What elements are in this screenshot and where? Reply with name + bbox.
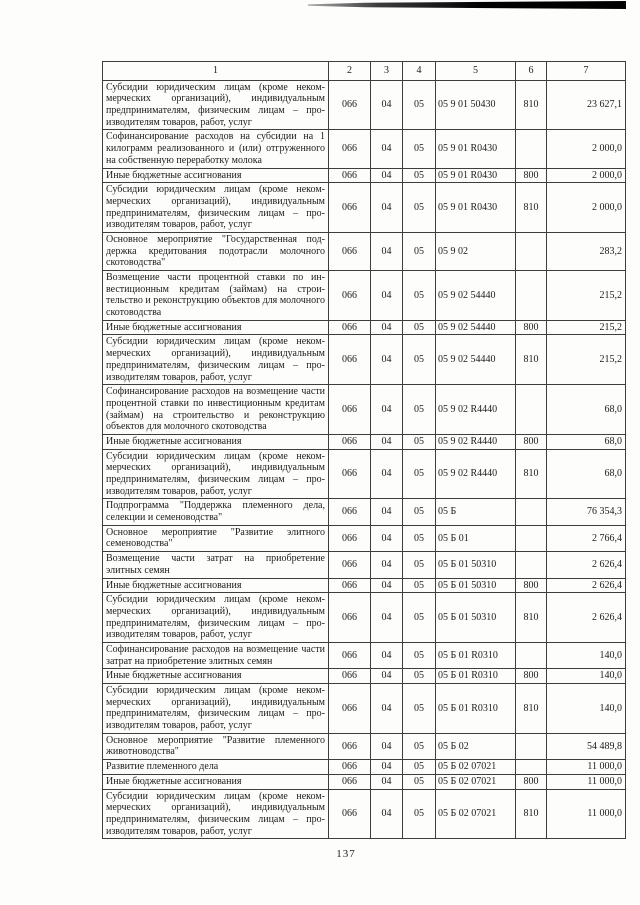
- cell-csr: 05 Б 01 R0310: [436, 669, 516, 684]
- cell-pr: 05: [403, 232, 436, 270]
- cell-amount: 23 627,1: [547, 80, 626, 130]
- cell-pr: 05: [403, 385, 436, 435]
- cell-grbs: 066: [329, 525, 371, 551]
- cell-amount: 68,0: [547, 449, 626, 499]
- cell-pr: 05: [403, 499, 436, 525]
- cell-name: Возмещение части процентной ставки по инвестиционным кредитам (займам) на строительство и реконструкцию объектов для молочного скотоводства: [103, 271, 329, 321]
- cell-amount: 11 000,0: [547, 760, 626, 775]
- cell-csr: 05 9 02 54440: [436, 335, 516, 385]
- cell-pr: 05: [403, 642, 436, 668]
- cell-grbs: 066: [329, 789, 371, 839]
- table-row: [103, 168, 626, 183]
- cell-grbs: 066: [329, 385, 371, 435]
- cell-rz: 04: [371, 669, 403, 684]
- cell-grbs: 066: [329, 593, 371, 643]
- cell-rz: 04: [371, 552, 403, 578]
- cell-vr: [516, 525, 547, 551]
- cell-csr: 05 9 02 R4440: [436, 385, 516, 435]
- cell-grbs: 066: [329, 760, 371, 775]
- cell-rz: 04: [371, 130, 403, 168]
- cell-grbs: 066: [329, 130, 371, 168]
- cell-name: Субсидии юридическим лицам (кроме некоммерческих организаций), индивидуальным предпринимателям, физическим лицам – производителям товаров, работ, услуг: [103, 80, 329, 130]
- cell-rz: 04: [371, 774, 403, 789]
- table-row: [103, 578, 626, 593]
- cell-grbs: 066: [329, 552, 371, 578]
- cell-csr: 05 Б 02 07021: [436, 789, 516, 839]
- cell-name: Софинансирование расходов на возмещение части затрат на приобретение элитных семян: [103, 642, 329, 668]
- cell-grbs: 066: [329, 320, 371, 335]
- table-row: [103, 669, 626, 684]
- cell-name: Субсидии юридическим лицам (кроме некоммерческих организаций), индивидуальным предпринимателям, физическим лицам – производителям товаров, работ, услуг: [103, 684, 329, 734]
- cell-pr: 05: [403, 774, 436, 789]
- cell-csr: 05 9 02 54440: [436, 271, 516, 321]
- cell-rz: 04: [371, 789, 403, 839]
- cell-name: Основное мероприятие "Государственная поддержка кредитования подотрасли молочного скотоводства": [103, 232, 329, 270]
- cell-vr: [516, 271, 547, 321]
- table-row: [103, 183, 626, 233]
- cell-vr: 810: [516, 183, 547, 233]
- cell-vr: 800: [516, 168, 547, 183]
- cell-csr: 05 9 01 50430: [436, 80, 516, 130]
- cell-amount: 215,2: [547, 320, 626, 335]
- table-row: [103, 434, 626, 449]
- table-row: [103, 760, 626, 775]
- table-body: [103, 80, 626, 839]
- cell-vr: [516, 642, 547, 668]
- column-header-1: 1: [103, 62, 329, 81]
- cell-name: Субсидии юридическим лицам (кроме некоммерческих организаций), индивидуальным предпринимателям, физическим лицам – производителям товаров, работ, услуг: [103, 183, 329, 233]
- cell-csr: 05 Б 01 50310: [436, 593, 516, 643]
- cell-name: Основное мероприятие "Развитие племенного животноводства": [103, 733, 329, 759]
- cell-pr: 05: [403, 183, 436, 233]
- cell-rz: 04: [371, 434, 403, 449]
- cell-name: Иные бюджетные ассигнования: [103, 168, 329, 183]
- table-row: [103, 733, 626, 759]
- cell-rz: 04: [371, 335, 403, 385]
- page-number: 137: [336, 848, 356, 860]
- cell-csr: 05 Б 01: [436, 525, 516, 551]
- cell-vr: 810: [516, 789, 547, 839]
- cell-csr: 05 Б 02 07021: [436, 760, 516, 775]
- column-header-5: 5: [436, 62, 516, 81]
- cell-rz: 04: [371, 385, 403, 435]
- table-row: [103, 449, 626, 499]
- cell-vr: 800: [516, 578, 547, 593]
- table-row: [103, 684, 626, 734]
- cell-pr: 05: [403, 593, 436, 643]
- cell-vr: [516, 760, 547, 775]
- cell-amount: 140,0: [547, 684, 626, 734]
- table-row: [103, 774, 626, 789]
- table-row: [103, 525, 626, 551]
- cell-amount: 215,2: [547, 271, 626, 321]
- cell-rz: 04: [371, 449, 403, 499]
- cell-rz: 04: [371, 733, 403, 759]
- cell-rz: 04: [371, 593, 403, 643]
- cell-vr: [516, 733, 547, 759]
- cell-pr: 05: [403, 335, 436, 385]
- cell-grbs: 066: [329, 80, 371, 130]
- cell-grbs: 066: [329, 335, 371, 385]
- table-row: [103, 385, 626, 435]
- table-row: [103, 232, 626, 270]
- cell-pr: 05: [403, 552, 436, 578]
- cell-amount: 68,0: [547, 385, 626, 435]
- cell-csr: 05 9 01 R0430: [436, 130, 516, 168]
- cell-name: Софинансирование расходов на субсидии на 1 килограмм реализованного и (или) отгруженного на собственную переработку молока: [103, 130, 329, 168]
- cell-csr: 05 Б 01 50310: [436, 552, 516, 578]
- table-row: [103, 642, 626, 668]
- table-row: [103, 499, 626, 525]
- cell-vr: 810: [516, 335, 547, 385]
- cell-amount: 2 626,4: [547, 593, 626, 643]
- cell-rz: 04: [371, 578, 403, 593]
- cell-rz: 04: [371, 232, 403, 270]
- column-header-4: 4: [403, 62, 436, 81]
- cell-vr: [516, 130, 547, 168]
- cell-vr: 810: [516, 80, 547, 130]
- cell-rz: 04: [371, 183, 403, 233]
- cell-csr: 05 Б 01 50310: [436, 578, 516, 593]
- cell-pr: 05: [403, 733, 436, 759]
- table-row: [103, 80, 626, 130]
- cell-csr: 05 Б 02 07021: [436, 774, 516, 789]
- cell-grbs: 066: [329, 232, 371, 270]
- cell-name: Иные бюджетные ассигнования: [103, 669, 329, 684]
- column-header-7: 7: [547, 62, 626, 81]
- cell-vr: [516, 499, 547, 525]
- cell-pr: 05: [403, 578, 436, 593]
- budget-table: [102, 61, 626, 839]
- cell-csr: 05 9 01 R0430: [436, 168, 516, 183]
- cell-name: Иные бюджетные ассигнования: [103, 320, 329, 335]
- cell-grbs: 066: [329, 168, 371, 183]
- cell-amount: 11 000,0: [547, 789, 626, 839]
- cell-vr: 810: [516, 684, 547, 734]
- cell-vr: [516, 552, 547, 578]
- cell-csr: 05 9 02 54440: [436, 320, 516, 335]
- cell-pr: 05: [403, 449, 436, 499]
- cell-csr: 05 Б 01 R0310: [436, 642, 516, 668]
- column-header-6: 6: [516, 62, 547, 81]
- cell-amount: 11 000,0: [547, 774, 626, 789]
- column-header-2: 2: [329, 62, 371, 81]
- cell-amount: 215,2: [547, 335, 626, 385]
- cell-rz: 04: [371, 320, 403, 335]
- table-row: [103, 335, 626, 385]
- cell-name: Иные бюджетные ассигнования: [103, 578, 329, 593]
- scan-artifact: [308, 1, 626, 9]
- cell-name: Субсидии юридическим лицам (кроме некоммерческих организаций), индивидуальным предпринимателям, физическим лицам – производителям товаров, работ, услуг: [103, 593, 329, 643]
- cell-pr: 05: [403, 320, 436, 335]
- cell-grbs: 066: [329, 733, 371, 759]
- cell-amount: 2 766,4: [547, 525, 626, 551]
- cell-rz: 04: [371, 499, 403, 525]
- cell-vr: 810: [516, 593, 547, 643]
- cell-pr: 05: [403, 525, 436, 551]
- table-row: [103, 789, 626, 839]
- cell-vr: 800: [516, 669, 547, 684]
- cell-name: Развитие племенного дела: [103, 760, 329, 775]
- cell-amount: 76 354,3: [547, 499, 626, 525]
- cell-vr: 800: [516, 434, 547, 449]
- cell-rz: 04: [371, 80, 403, 130]
- table-row: [103, 320, 626, 335]
- cell-amount: 54 489,8: [547, 733, 626, 759]
- cell-grbs: 066: [329, 774, 371, 789]
- cell-rz: 04: [371, 271, 403, 321]
- cell-pr: 05: [403, 168, 436, 183]
- cell-amount: 2 626,4: [547, 578, 626, 593]
- cell-grbs: 066: [329, 499, 371, 525]
- cell-vr: [516, 232, 547, 270]
- cell-amount: 283,2: [547, 232, 626, 270]
- cell-grbs: 066: [329, 642, 371, 668]
- cell-pr: 05: [403, 684, 436, 734]
- table-row: [103, 552, 626, 578]
- cell-vr: [516, 385, 547, 435]
- table-row: [103, 593, 626, 643]
- cell-pr: 05: [403, 271, 436, 321]
- cell-rz: 04: [371, 525, 403, 551]
- cell-amount: 2 000,0: [547, 168, 626, 183]
- cell-grbs: 066: [329, 684, 371, 734]
- cell-vr: 810: [516, 449, 547, 499]
- cell-amount: 2 626,4: [547, 552, 626, 578]
- cell-rz: 04: [371, 760, 403, 775]
- cell-pr: 05: [403, 130, 436, 168]
- cell-csr: 05 Б: [436, 499, 516, 525]
- cell-amount: 2 000,0: [547, 130, 626, 168]
- cell-grbs: 066: [329, 669, 371, 684]
- cell-rz: 04: [371, 642, 403, 668]
- cell-name: Возмещение части затрат на приобретение элитных семян: [103, 552, 329, 578]
- cell-amount: 68,0: [547, 434, 626, 449]
- cell-grbs: 066: [329, 449, 371, 499]
- cell-name: Софинансирование расходов на возмещение части процентной ставки по инвестиционным кредитам (займам) на строительство и реконструкцию объектов для молочного скотоводства: [103, 385, 329, 435]
- cell-csr: 05 9 01 R0430: [436, 183, 516, 233]
- cell-vr: 800: [516, 774, 547, 789]
- cell-rz: 04: [371, 168, 403, 183]
- table-row: [103, 130, 626, 168]
- table-header-row: [103, 62, 626, 81]
- column-header-3: 3: [371, 62, 403, 81]
- cell-name: Подпрограмма "Поддержка племенного дела, селекции и семеноводства": [103, 499, 329, 525]
- cell-csr: 05 9 02: [436, 232, 516, 270]
- table-header: [103, 62, 626, 81]
- cell-pr: 05: [403, 434, 436, 449]
- cell-csr: 05 9 02 R4440: [436, 449, 516, 499]
- cell-rz: 04: [371, 684, 403, 734]
- cell-csr: 05 Б 02: [436, 733, 516, 759]
- cell-name: Субсидии юридическим лицам (кроме некоммерческих организаций), индивидуальным предпринимателям, физическим лицам – производителям товаров, работ, услуг: [103, 335, 329, 385]
- cell-amount: 140,0: [547, 669, 626, 684]
- cell-grbs: 066: [329, 434, 371, 449]
- cell-name: Субсидии юридическим лицам (кроме некоммерческих организаций), индивидуальным предпринимателям, физическим лицам – производителям товаров, работ, услуг: [103, 789, 329, 839]
- cell-pr: 05: [403, 760, 436, 775]
- cell-pr: 05: [403, 669, 436, 684]
- cell-name: Субсидии юридическим лицам (кроме некоммерческих организаций), индивидуальным предпринимателям, физическим лицам – производителям товаров, работ, услуг: [103, 449, 329, 499]
- cell-amount: 140,0: [547, 642, 626, 668]
- cell-grbs: 066: [329, 271, 371, 321]
- cell-pr: 05: [403, 789, 436, 839]
- cell-pr: 05: [403, 80, 436, 130]
- cell-name: Основное мероприятие "Развитие элитного семеноводства": [103, 525, 329, 551]
- table-row: [103, 271, 626, 321]
- cell-name: Иные бюджетные ассигнования: [103, 434, 329, 449]
- cell-vr: 800: [516, 320, 547, 335]
- cell-csr: 05 9 02 R4440: [436, 434, 516, 449]
- cell-amount: 2 000,0: [547, 183, 626, 233]
- cell-csr: 05 Б 01 R0310: [436, 684, 516, 734]
- cell-name: Иные бюджетные ассигнования: [103, 774, 329, 789]
- cell-grbs: 066: [329, 578, 371, 593]
- cell-grbs: 066: [329, 183, 371, 233]
